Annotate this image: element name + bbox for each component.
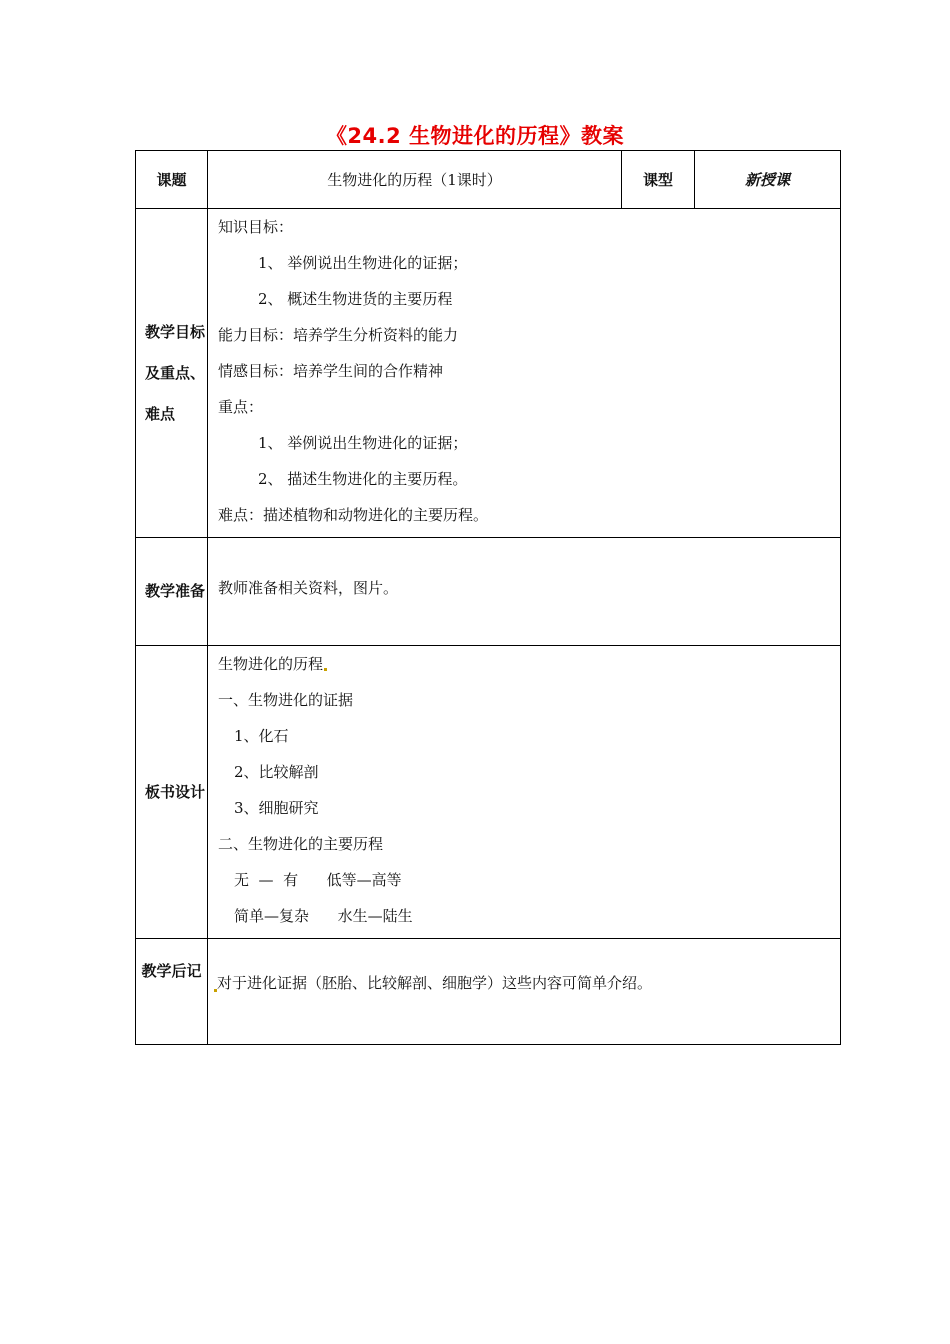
board-line: 2、比较解剖 (234, 763, 319, 781)
board-line: 二、生物进化的主要历程 (218, 835, 384, 853)
document-title: 《24.2 生物进化的历程》教案 (325, 124, 625, 148)
objectives-content (208, 209, 841, 538)
type-label: 课型 (622, 151, 695, 209)
board-row (136, 646, 841, 939)
reflection-label (136, 939, 208, 1045)
preparation-label (136, 538, 208, 646)
topic-label: 课题 (136, 151, 208, 209)
type-value: 新授课 (695, 151, 841, 209)
mark-dot (324, 668, 327, 671)
objectives-label (136, 209, 208, 538)
board-line: 一、生物进化的证据 (218, 691, 354, 709)
reflection-line (214, 969, 840, 1005)
objective-line: 能力目标：培养学生分析资料的能力 (218, 326, 459, 344)
board-line: 3、细胞研究 (234, 799, 319, 817)
reflection-label-text: 教学后记 (141, 962, 202, 980)
header-row (136, 151, 841, 209)
board-line: 简单—复杂 水生—陆生 (234, 907, 413, 925)
objectives-row (136, 209, 841, 538)
preparation-label-text: 教学准备 (145, 582, 206, 600)
board-line: 1、化石 (234, 727, 289, 745)
preparation-row (136, 538, 841, 646)
objective-line: 难点：描述植物和动物进化的主要历程。 (218, 506, 489, 524)
board-label-text: 板书设计 (145, 782, 206, 801)
objective-line: 1、 举例说出生物进化的证据； (258, 434, 468, 452)
objective-line: 知识目标： (218, 218, 294, 236)
board-line (218, 650, 840, 686)
board-label (136, 646, 208, 939)
topic-value: 生物进化的历程（1课时） (208, 151, 622, 209)
lesson-plan-table (135, 150, 841, 1045)
objective-line: 2、 概述生物进货的主要历程 (258, 290, 453, 308)
board-title: 生物进化的历程 (218, 655, 324, 673)
objective-line: 1、 举例说出生物进化的证据； (258, 254, 468, 272)
board-line: 无 — 有 低等—高等 (234, 871, 402, 889)
preparation-text: 教师准备相关资料，图片。 (218, 578, 399, 597)
preparation-content (208, 538, 841, 646)
reflection-row (136, 939, 841, 1045)
reflection-text: 对于进化证据（胚胎、比较解剖、细胞学）这些内容可简单介绍。 (217, 974, 653, 992)
objective-line: 情感目标：培养学生间的合作精神 (218, 362, 444, 380)
reflection-content (208, 939, 841, 1045)
objective-line: 重点： (218, 398, 264, 416)
objectives-label-text: 教学目标及重点、难点 (145, 322, 206, 423)
objective-line: 2、 描述生物进化的主要历程。 (258, 470, 468, 488)
board-content (208, 646, 841, 939)
